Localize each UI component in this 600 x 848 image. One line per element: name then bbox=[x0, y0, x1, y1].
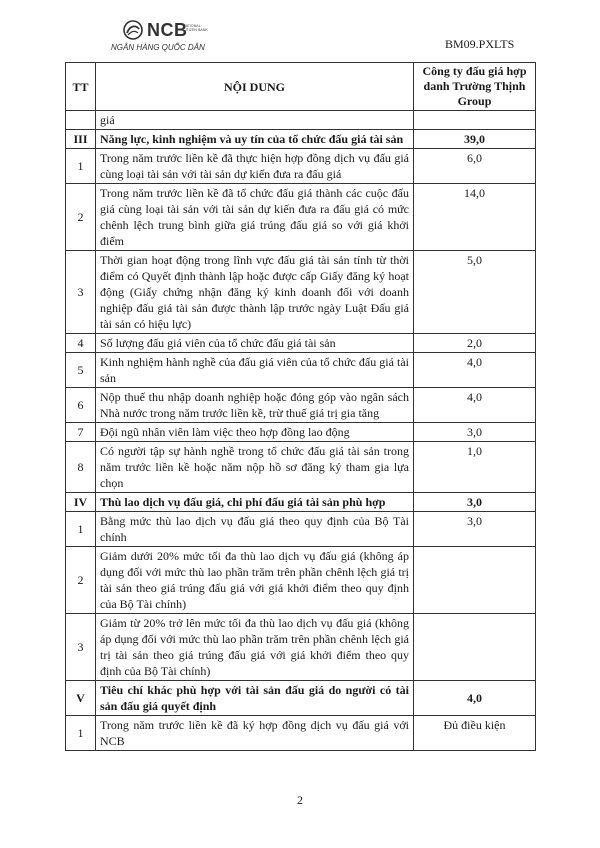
row-content: Giảm dưới 20% mức tối đa thù lao dịch vụ đấu giá (không áp dụng đối với mức thù lao phần trăm trên phần chênh lệch giá trị tài sản theo giá trúng đấu giá với giá khởi điểm theo quy định của Bộ Tài chính) bbox=[96, 547, 414, 614]
row-content: Bằng mức thù lao dịch vụ đấu giá theo quy định của Bộ Tài chính bbox=[96, 512, 414, 547]
row-number: 1 bbox=[66, 512, 96, 547]
row-number: 3 bbox=[66, 614, 96, 681]
row-content: Kinh nghiệm hành nghề của đấu giá viên của tổ chức đấu giá tài sản bbox=[96, 353, 414, 388]
table-row bbox=[66, 547, 536, 614]
table-row bbox=[66, 512, 536, 547]
row-value: 1,0 bbox=[414, 442, 536, 493]
table-body bbox=[66, 111, 536, 751]
row-content: Nộp thuế thu nhập doanh nghiệp hoặc đóng góp vào ngân sách Nhà nước trong năm trước liền kề, trừ thuế giá trị gia tăng bbox=[96, 388, 414, 423]
header-content: NỘI DUNG bbox=[96, 63, 414, 111]
row-value: 4,0 bbox=[414, 388, 536, 423]
row-value bbox=[414, 547, 536, 614]
row-value: 6,0 bbox=[414, 149, 536, 184]
row-number: III bbox=[66, 130, 96, 149]
row-value: 4,0 bbox=[414, 353, 536, 388]
table-row bbox=[66, 442, 536, 493]
row-value: 3,0 bbox=[414, 493, 536, 512]
section-row bbox=[66, 681, 536, 716]
row-number: 7 bbox=[66, 423, 96, 442]
table-header-row bbox=[66, 63, 536, 111]
row-content: Năng lực, kinh nghiệm và uy tín của tổ chức đấu giá tài sản bbox=[96, 130, 414, 149]
logo-name: NCB bbox=[147, 20, 188, 40]
row-number: 3 bbox=[66, 251, 96, 334]
row-content: Có người tập sự hành nghề trong tổ chức đấu giá tài sản trong năm trước liền kề hoặc năm nộp hồ sơ đăng ký tham gia lựa chọn bbox=[96, 442, 414, 493]
row-content: Trong năm trước liền kề đã ký hợp đồng dịch vụ đấu giá với NCB bbox=[96, 716, 414, 751]
criteria-table bbox=[65, 62, 536, 751]
section-row bbox=[66, 130, 536, 149]
row-value: 3,0 bbox=[414, 512, 536, 547]
table-row bbox=[66, 251, 536, 334]
row-value bbox=[414, 111, 536, 130]
row-content: Thù lao dịch vụ đấu giá, chi phí đấu giá tài sản phù hợp bbox=[96, 493, 414, 512]
logo-tagline: NGÂN HÀNG QUỐC DÂN bbox=[111, 43, 205, 52]
row-content: giá bbox=[96, 111, 414, 130]
row-number: IV bbox=[66, 493, 96, 512]
row-number: 1 bbox=[66, 716, 96, 751]
ncb-emblem-icon bbox=[123, 20, 143, 40]
table-row bbox=[66, 614, 536, 681]
header-organization: Công ty đấu giá hợp danh Trường Thịnh Group bbox=[414, 63, 536, 111]
row-number: 1 bbox=[66, 149, 96, 184]
row-value: 2,0 bbox=[414, 334, 536, 353]
table-row bbox=[66, 388, 536, 423]
row-content: Giảm từ 20% trở lên mức tối đa thù lao dịch vụ đấu giá (không áp dụng đối với mức thù lao phần trăm trên phần chênh lệch giá trị tài sản theo giá trúng đấu giá với giá khởi điểm theo quy định của Bộ Tài chính) bbox=[96, 614, 414, 681]
ncb-logo bbox=[111, 20, 221, 58]
row-number: V bbox=[66, 681, 96, 716]
row-number: 6 bbox=[66, 388, 96, 423]
row-number bbox=[66, 111, 96, 130]
section-row bbox=[66, 493, 536, 512]
document-code: BM09.PXLTS bbox=[445, 37, 515, 51]
row-content: Số lượng đấu giá viên của tổ chức đấu giá tài sản bbox=[96, 334, 414, 353]
row-number: 5 bbox=[66, 353, 96, 388]
row-content: Trong năm trước liền kề đã thực hiện hợp đồng dịch vụ đấu giá cùng loại tài sản với tài sản dự kiến đưa ra đấu giá bbox=[96, 149, 414, 184]
row-number: 2 bbox=[66, 184, 96, 251]
row-content: Đội ngũ nhân viên làm việc theo hợp đồng lao động bbox=[96, 423, 414, 442]
table-row bbox=[66, 716, 536, 751]
table-row bbox=[66, 353, 536, 388]
row-number: 4 bbox=[66, 334, 96, 353]
row-value bbox=[414, 614, 536, 681]
table-row bbox=[66, 334, 536, 353]
logo-subtitle: NATIONAL CITIZEN BANK bbox=[183, 24, 208, 33]
row-value: 14,0 bbox=[414, 184, 536, 251]
row-content: Thời gian hoạt động trong lĩnh vực đấu giá tài sản tính từ thời điểm có Quyết định thành lập hoặc được cấp Giấy đăng ký hoạt động (Giấy chứng nhận đăng ký kinh doanh đối với doanh nghiệp đấu giá tài sản được thành lập trước ngày Luật Đấu giá tài sản có hiệu lực) bbox=[96, 251, 414, 334]
row-value: Đủ điều kiện bbox=[414, 716, 536, 751]
page-number: 2 bbox=[297, 793, 303, 807]
row-value: 39,0 bbox=[414, 130, 536, 149]
row-number: 8 bbox=[66, 442, 96, 493]
row-content: Trong năm trước liền kề đã tổ chức đấu giá thành các cuộc đấu giá cùng loại tài sản với tài sản dự kiến đưa ra đấu giá có mức chênh lệch trung bình giữa giá trúng đấu giá so với giá khởi điểm bbox=[96, 184, 414, 251]
row-value: 5,0 bbox=[414, 251, 536, 334]
row-number: 2 bbox=[66, 547, 96, 614]
table-row bbox=[66, 111, 536, 130]
row-content: Tiêu chí khác phù hợp với tài sản đấu giá do người có tài sản đấu giá quyết định bbox=[96, 681, 414, 716]
table-row bbox=[66, 149, 536, 184]
row-value: 4,0 bbox=[414, 681, 536, 716]
row-value: 3,0 bbox=[414, 423, 536, 442]
header-tt: TT bbox=[66, 63, 96, 111]
table-row bbox=[66, 184, 536, 251]
table-row bbox=[66, 423, 536, 442]
